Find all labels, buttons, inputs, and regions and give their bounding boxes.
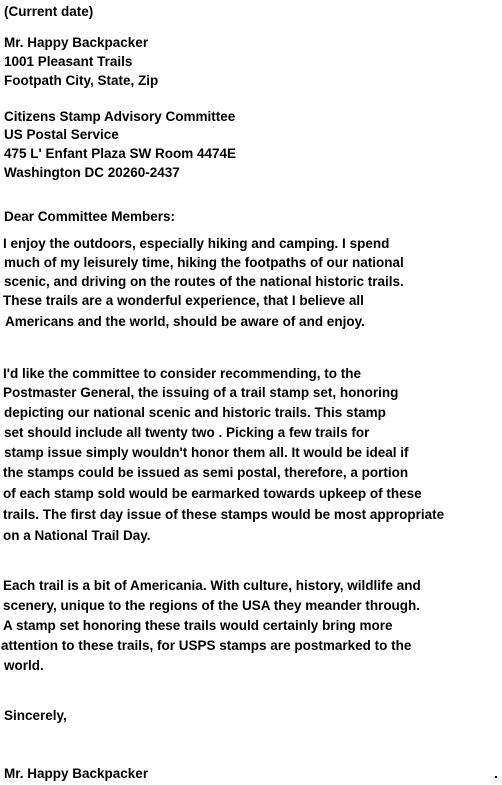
paragraph-line: on a National Trail Day. [3, 528, 151, 543]
paragraph-line: These trails are a wonderful experience, that I believe all [3, 293, 364, 308]
recipient-org: US Postal Service [4, 127, 119, 142]
paragraph-line: trails. The first day issue of these stamps would be most appropriate [3, 507, 445, 522]
sender-city: Footpath City, State, Zip [4, 73, 159, 88]
date-line: (Current date) [4, 4, 94, 19]
paragraph-line: Each trail is a bit of Americania. With culture, history, wildlife and [3, 578, 421, 593]
paragraph-line: of each stamp sold would be earmarked towards upkeep of these [3, 486, 422, 501]
stray-dot [495, 776, 497, 778]
paragraph-line: attention to these trails, for USPS stamps are postmarked to the [1, 638, 412, 653]
salutation: Dear Committee Members: [4, 209, 176, 224]
paragraph-line: the stamps could be issued as semi postal, therefore, a portion [3, 465, 409, 480]
paragraph-line: much of my leisurely time, hiking the footpaths of our national [4, 255, 404, 270]
paragraph-line: depicting our national scenic and historic trails. This stamp [4, 405, 386, 420]
paragraph-line: Americans and the world, should be aware of and enjoy. [5, 314, 365, 329]
paragraph-line: A stamp set honoring these trails would certainly bring more [3, 618, 393, 633]
paragraph-line: world. [4, 658, 44, 673]
paragraph-line: I'd like the committee to consider recommending, to the [3, 366, 362, 381]
closing: Sincerely, [4, 708, 67, 723]
paragraph-line: set should include all twenty two . Picking a few trails for [4, 425, 370, 440]
paragraph-line: I enjoy the outdoors, especially hiking and camping. I spend [3, 236, 390, 251]
recipient-street: 475 L' Enfant Plaza SW Room 4474E [4, 146, 237, 161]
paragraph-line: stamp issue simply wouldn't honor them all. It would be ideal if [4, 445, 409, 460]
sender-name: Mr. Happy Backpacker [4, 35, 149, 50]
recipient-city: Washington DC 20260-2437 [4, 165, 180, 180]
paragraph-line: Postmaster General, the issuing of a trail stamp set, honoring [3, 385, 399, 400]
paragraph-line: scenic, and driving on the routes of the national historic trails. [4, 274, 404, 289]
paragraph-line: scenery, unique to the regions of the USA they meander through. [3, 598, 421, 613]
signature: Mr. Happy Backpacker [4, 766, 149, 781]
sender-street: 1001 Pleasant Trails [4, 54, 133, 69]
recipient-name: Citizens Stamp Advisory Committee [4, 109, 236, 124]
